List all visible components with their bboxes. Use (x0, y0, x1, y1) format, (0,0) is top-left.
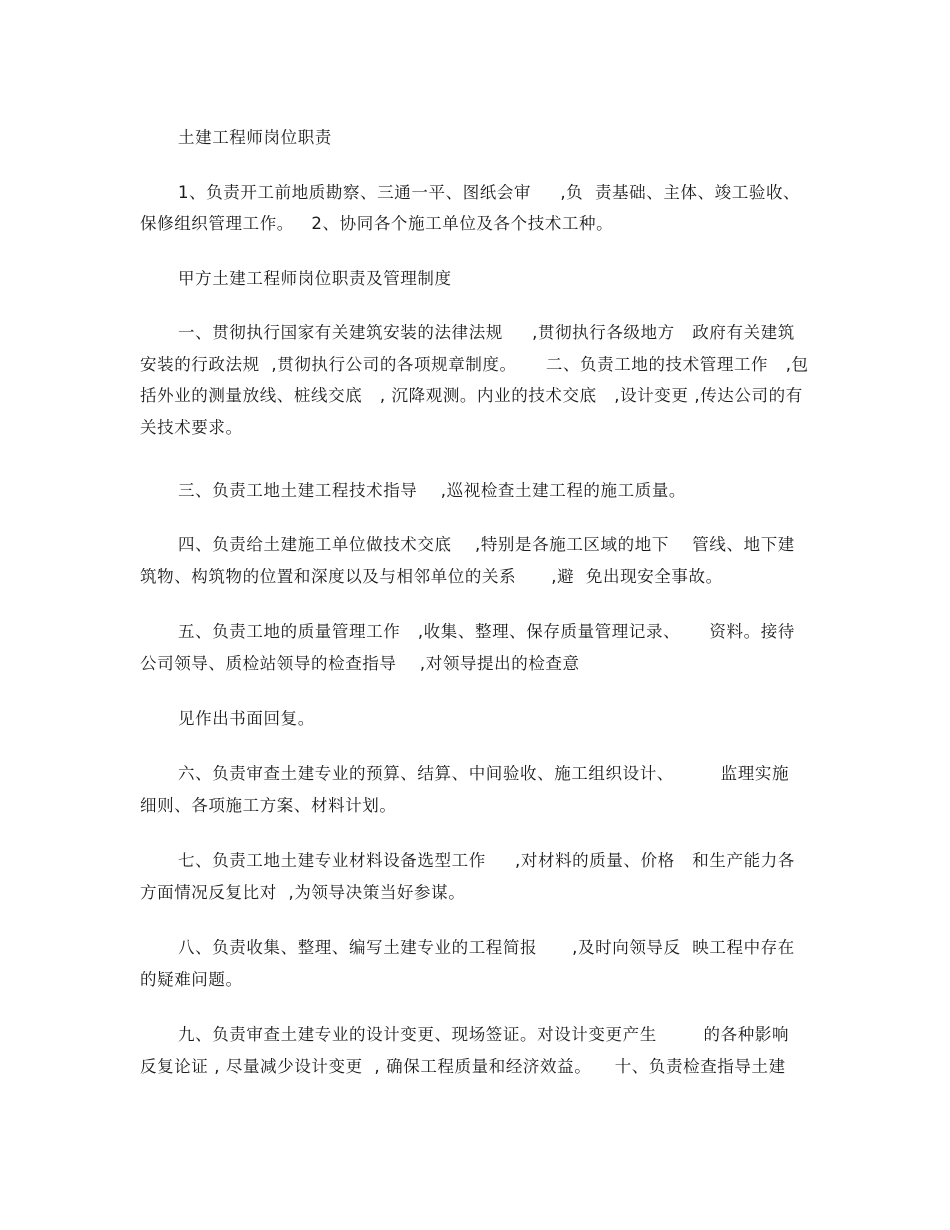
text-line: 筑物、构筑物的位置和深度以及与相邻单位的关系 ,避 免出现安全事故。 (140, 567, 723, 586)
document-title: 土建工程师岗位职责 (178, 128, 332, 147)
text-line: 公司领导、质检站领导的检查指导 ,对领导提出的检查意 (140, 654, 580, 673)
text-line: 安装的行政法规 ,贯彻执行公司的各项规章制度。 二、负责工地的技术管理工作 ,包 (140, 355, 809, 374)
text-line: 九、负责审查土建专业的设计变更、现场签证。对设计变更产生 的各种影响 (178, 1025, 790, 1044)
text-line: 七、负责工地土建专业材料设备选型工作 ,对材料的质量、价格 和生产能力各 (178, 851, 795, 870)
section-title: 甲方土建工程师岗位职责及管理制度 (178, 269, 452, 288)
text-line: 反复论证 , 尽量减少设计变更 , 确保工程质量和经济效益。 十、负责检查指导土建 (140, 1057, 786, 1076)
text-line: 1、负责开工前地质勘察、三通一平、图纸会审 ,负 责基础、主体、竣工验收、 (178, 183, 801, 202)
text-line: 八、负责收集、整理、编写土建专业的工程简报 ,及时向领导反 映工程中存在 (178, 938, 795, 957)
text-line: 见作出书面回复。 (178, 709, 315, 728)
text-line: 三、负责工地土建工程技术指导 ,巡视检查土建工程的施工质量。 (178, 481, 687, 500)
text-line: 六、负责审查土建专业的预算、结算、中间验收、施工组织设计、 监理实施 (178, 764, 790, 783)
text-line: 括外业的测量放线、桩线交底 , 沉降观测。内业的技术交底 ,设计变更 ,传达公司的有 (140, 386, 803, 405)
text-line: 五、负责工地的质量管理工作 ,收集、整理、保存质量管理记录、 资料。接待 (178, 622, 795, 641)
text-line: 方面情况反复比对 ,为领导决策当好参谋。 (140, 883, 466, 902)
text-line: 一、贯彻执行国家有关建筑安装的法律法规 ,贯彻执行各级地方 政府有关建筑 (178, 323, 795, 342)
text-line: 的疑难问题。 (140, 970, 243, 989)
text-line: 四、负责给土建施工单位做技术交底 ,特别是各施工区域的地下 管线、地下建 (178, 535, 795, 554)
text-line: 细则、各项施工方案、材料计划。 (140, 796, 397, 815)
text-line: 保修组织管理工作。 2、协同各个施工单位及各个技术工种。 (140, 214, 614, 233)
text-line: 关技术要求。 (140, 418, 243, 437)
